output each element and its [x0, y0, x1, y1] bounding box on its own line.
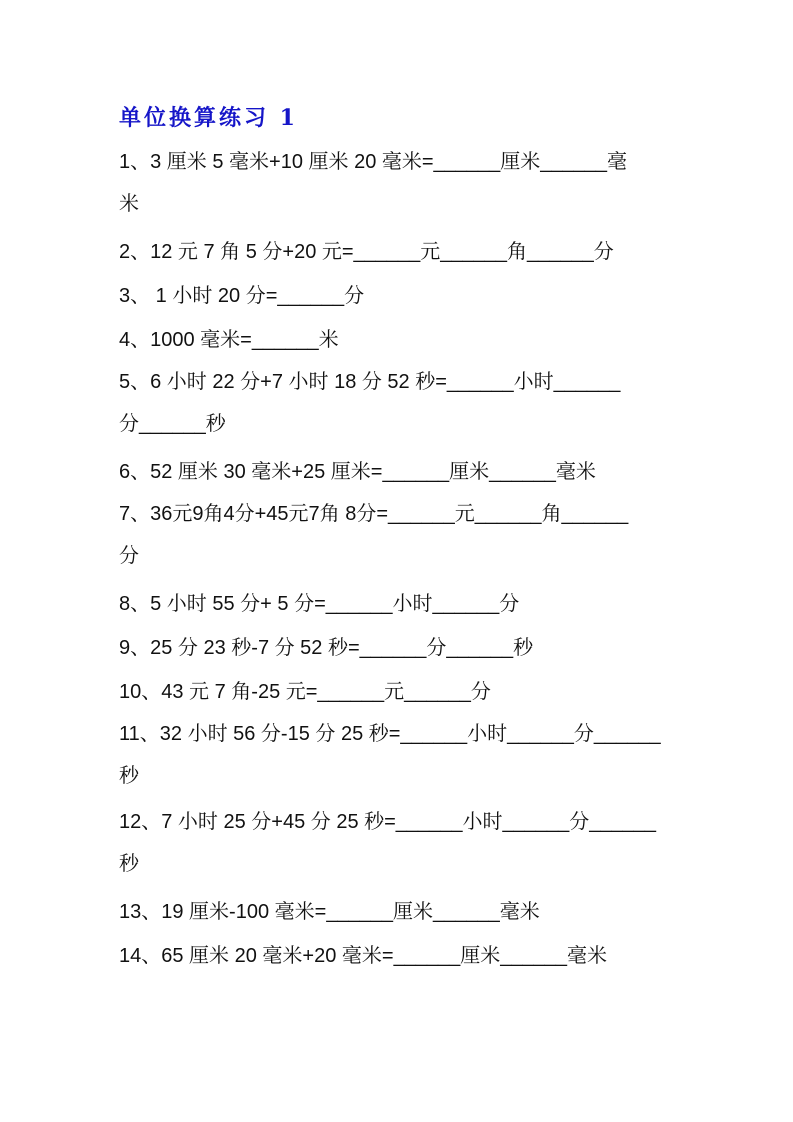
- exercise-7-line-1: 7、36元9角4分+45元7角 8分=______元______角______: [119, 503, 629, 525]
- exercise-6: 6、52 厘米 30 毫米+25 厘米=______厘米______毫米: [119, 461, 596, 483]
- worksheet-title: 单位换算练习 1: [119, 105, 298, 131]
- exercise-8: 8、5 小时 55 分+ 5 分=______小时______分: [119, 593, 520, 615]
- exercise-5-line-1: 5、6 小时 22 分+7 小时 18 分 52 秒=______小时______: [119, 371, 621, 393]
- exercise-2: 2、12 元 7 角 5 分+20 元=______元______角______分: [119, 241, 614, 263]
- exercise-1-line-1: 1、3 厘米 5 毫米+10 厘米 20 毫米=______厘米______毫: [119, 151, 628, 173]
- exercise-12-line-2: 秒: [119, 853, 139, 875]
- exercise-12-line-1: 12、7 小时 25 分+45 分 25 秒=______小时______分______: [119, 811, 657, 833]
- exercise-13: 13、19 厘米-100 毫米=______厘米______毫米: [119, 901, 540, 923]
- exercise-4: 4、1000 毫米=______米: [119, 329, 339, 351]
- exercise-list: [119, 142, 679, 978]
- exercise-11-line-1: 11、32 小时 56 分-15 分 25 秒=______小时______分______: [119, 723, 661, 745]
- exercise-3: 3、 1 小时 20 分=______分: [119, 285, 365, 307]
- exercise-5-line-2: 分______秒: [119, 413, 226, 435]
- exercise-11-line-2: 秒: [119, 765, 139, 787]
- exercise-7-line-2: 分: [119, 545, 139, 567]
- exercise-9: 9、25 分 23 秒-7 分 52 秒=______分______秒: [119, 637, 534, 659]
- exercise-1-line-2: 米: [119, 193, 139, 215]
- exercise-10: 10、43 元 7 角-25 元=______元______分: [119, 681, 491, 703]
- exercise-14: 14、65 厘米 20 毫米+20 毫米=______厘米______毫米: [119, 945, 608, 967]
